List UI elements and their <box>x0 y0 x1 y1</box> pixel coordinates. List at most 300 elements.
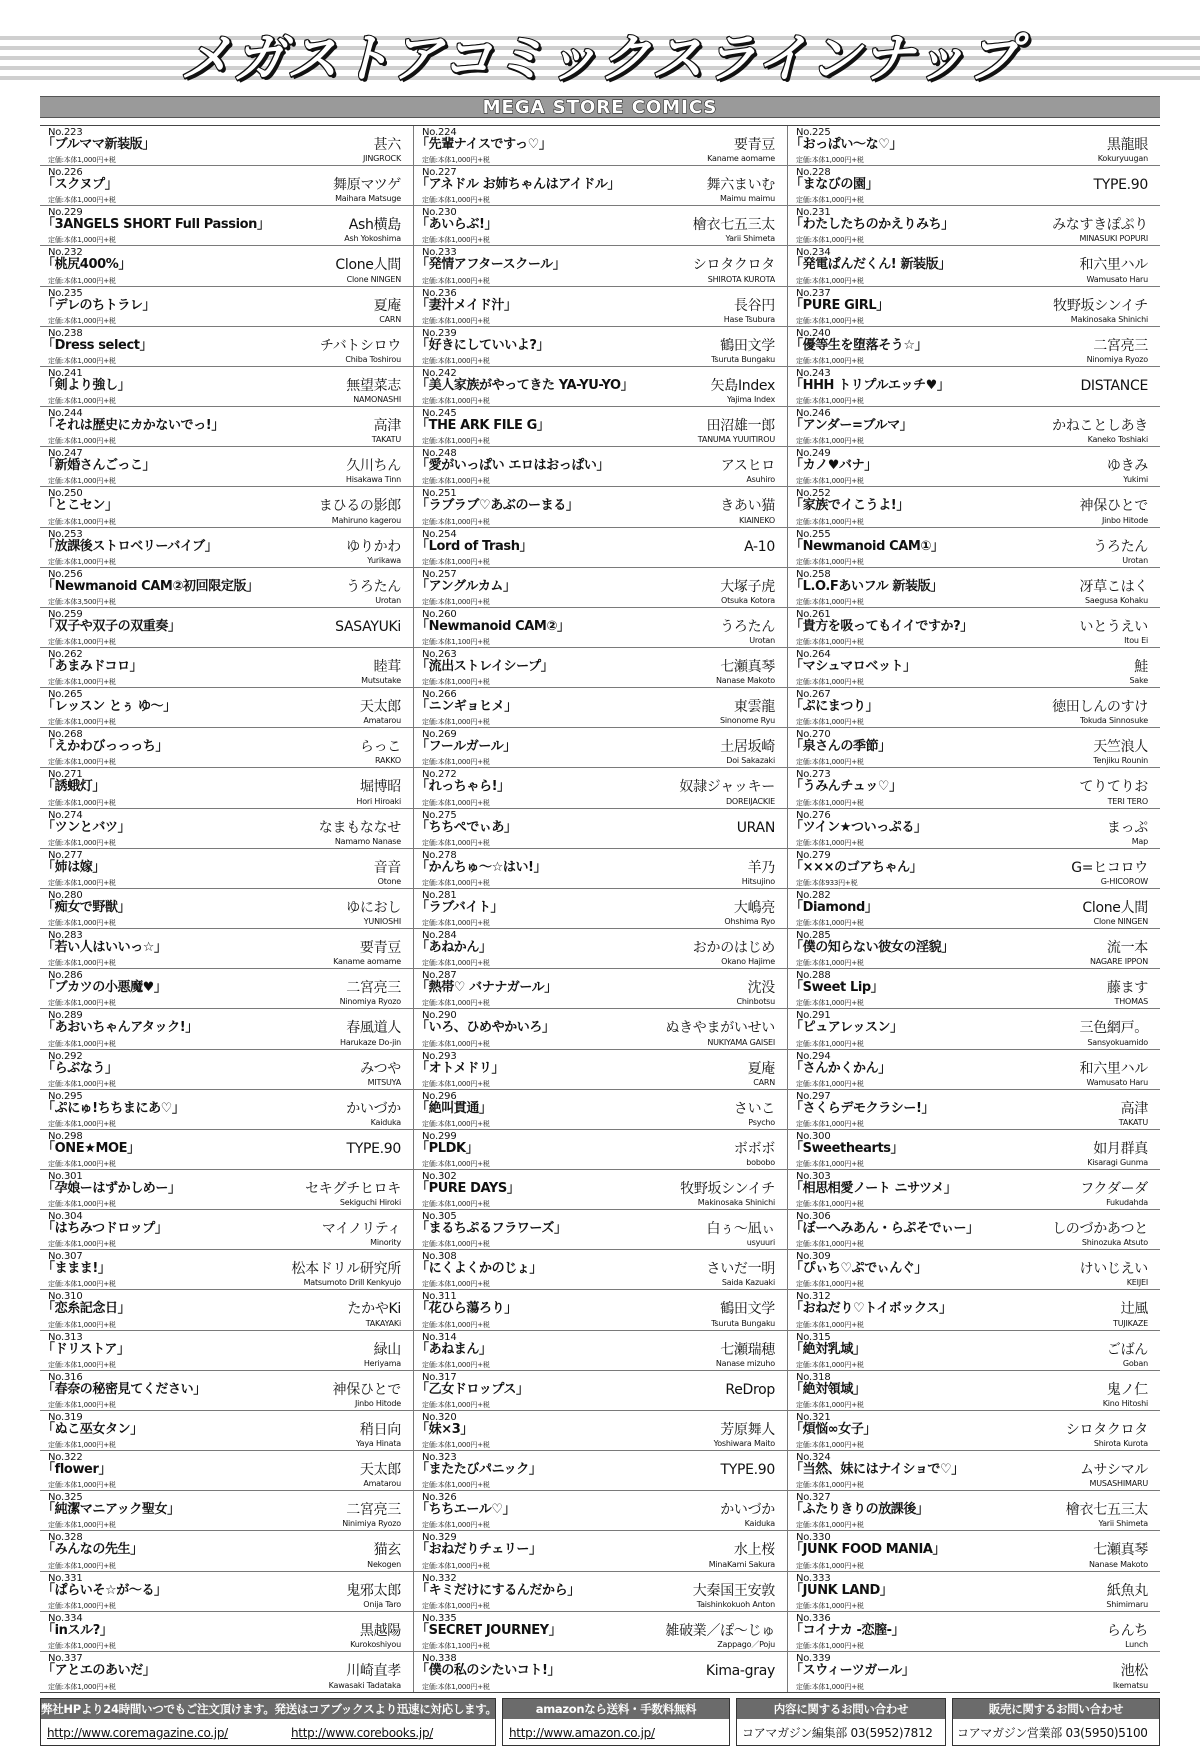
book-title: 「まるちぷるフラワーズ」 <box>416 1221 567 1237</box>
list-item <box>413 1652 787 1692</box>
issue-number: No.248 <box>422 448 457 460</box>
book-title: 「Lord of Trash」 <box>416 538 533 554</box>
book-price: 定価:本体1,000円+税 <box>796 1561 864 1570</box>
author-name: 大嶋亮 <box>733 899 775 916</box>
author-romaji: Mutsutake <box>361 676 401 686</box>
author-name: TYPE.90 <box>1093 177 1148 194</box>
issue-number: No.271 <box>48 769 83 781</box>
author-name: 土居坂崎 <box>720 739 775 756</box>
book-price: 定価:本体1,000円+税 <box>422 1119 490 1128</box>
book-title: 「貴方を吸ってもイイですか?」 <box>790 618 973 634</box>
author-name: 睦茸 <box>373 659 401 675</box>
author-romaji: Tokuda Sinnosuke <box>1079 716 1148 726</box>
book-price: 定価:本体1,100円+税 <box>422 1641 490 1650</box>
book-price: 定価:本体1,000円+税 <box>796 1601 864 1610</box>
author-romaji: Nanase Makoto <box>1089 1559 1148 1569</box>
book-price: 定価:本体1,000円+税 <box>422 356 490 365</box>
author-romaji: Zappago／Poju <box>717 1639 775 1649</box>
book-title: 「THE ARK FILE G」 <box>416 418 550 434</box>
book-price: 定価:本体1,000円+税 <box>48 236 116 245</box>
issue-number: No.291 <box>796 1010 831 1022</box>
book-title: 「またたびパニック」 <box>416 1462 542 1478</box>
book-price: 定価:本体1,000円+税 <box>422 1079 490 1088</box>
issue-number: No.279 <box>796 849 831 861</box>
issue-number: No.223 <box>48 127 83 138</box>
issue-number: No.253 <box>48 528 83 540</box>
list-item <box>40 126 413 166</box>
book-price: 定価:本体1,000円+税 <box>796 397 864 406</box>
book-price: 定価:本体1,000円+税 <box>796 557 864 566</box>
book-price: 定価:本体1,000円+税 <box>48 1119 116 1128</box>
list-item <box>787 1652 1160 1692</box>
author-name: 無望菜志 <box>346 377 401 394</box>
author-name: 東雲龍 <box>733 699 775 716</box>
book-price: 定価:本体1,000円+税 <box>48 196 116 205</box>
list-item <box>413 728 787 768</box>
author-name: 黒龍眼 <box>1106 137 1148 153</box>
book-title: 「Newmanoid CAM②」 <box>416 618 570 634</box>
issue-number: No.318 <box>796 1371 831 1383</box>
book-title: 「ぱらいそ☆が～る」 <box>42 1582 167 1598</box>
author-name: みつや <box>360 1060 401 1077</box>
book-price: 定価:本体1,000円+税 <box>48 156 116 165</box>
list-item <box>413 287 787 327</box>
author-name: たかやKi <box>347 1301 401 1318</box>
book-title: 「家族でイこうよ!」 <box>790 498 909 514</box>
author-name: Clone人間 <box>335 257 401 274</box>
book-title: 「僕の知らない彼女の淫貌」 <box>790 940 954 956</box>
book-title: 「乙女ドロップス」 <box>416 1381 529 1397</box>
issue-number: No.320 <box>422 1411 457 1423</box>
author-name: 池松 <box>1120 1662 1148 1679</box>
book-price: 定価:本体1,000円+税 <box>796 1240 864 1249</box>
book-price: 定価:本体1,000円+税 <box>48 356 116 365</box>
issue-number: No.280 <box>48 889 83 901</box>
book-price: 定価:本体1,000円+税 <box>796 638 864 646</box>
list-item <box>787 809 1160 849</box>
book-price: 定価:本体1,000円+税 <box>796 1400 864 1409</box>
list-item <box>787 1009 1160 1049</box>
issue-number: No.269 <box>422 729 457 741</box>
list-item <box>413 1451 787 1491</box>
author-romaji: Yukimi <box>1123 475 1148 485</box>
author-name: A-10 <box>744 538 775 555</box>
list-item <box>40 1009 413 1049</box>
book-price: 定価:本体1,000円+税 <box>422 196 490 205</box>
author-name: ボボボ <box>733 1140 775 1157</box>
author-name: ゆにおし <box>346 899 401 916</box>
list-item <box>413 166 787 206</box>
list-item <box>787 1491 1160 1531</box>
author-romaji: Chiba Toshirou <box>345 354 401 364</box>
issue-number: No.299 <box>422 1130 457 1142</box>
book-title: 「熱帯♡ バナナガール」 <box>416 980 557 996</box>
author-romaji: Sekiguchi Hiroki <box>339 1198 401 1208</box>
author-name: ゆりかわ <box>346 538 401 555</box>
book-price: 定価:本体1,000円+税 <box>796 1280 864 1289</box>
book-title: 「純潔マニアック聖女」 <box>42 1502 180 1518</box>
issue-number: No.324 <box>796 1452 831 1464</box>
book-price: 定価:本体1,000円+税 <box>48 1400 116 1409</box>
author-name: 夏庵 <box>747 1060 775 1077</box>
author-name: 二宮亮三 <box>346 1502 401 1519</box>
issue-number: No.301 <box>48 1171 83 1182</box>
author-romaji: Lunch <box>1125 1639 1148 1649</box>
book-price: 定価:本体1,000円+税 <box>422 838 490 847</box>
author-romaji: Kaname aomame <box>333 957 401 967</box>
book-price: 定価:本体1,000円+税 <box>48 1280 116 1289</box>
amazon-link[interactable]: http://www.amazon.co.jp/ <box>509 1726 655 1740</box>
author-name: ゆきみ <box>1106 458 1148 475</box>
author-romaji: Kino Hitoshi <box>1102 1398 1148 1408</box>
author-name: うろたん <box>346 578 401 595</box>
book-price: 定価:本体1,000円+税 <box>48 838 116 847</box>
author-romaji: CARN <box>753 1077 775 1087</box>
book-price: 定価:本体1,000円+税 <box>422 1441 490 1450</box>
author-romaji: RAKKO <box>374 756 401 766</box>
author-name: 二宮亮三 <box>346 980 401 997</box>
author-romaji: Kaneko Toshiaki <box>1087 435 1148 445</box>
book-price: 定価:本体1,000円+税 <box>796 959 864 968</box>
author-romaji: Chinbotsu <box>736 997 775 1007</box>
book-price: 定価:本体1,000円+税 <box>796 1039 864 1048</box>
author-romaji: NUKIYAMA GAISEI <box>707 1037 775 1047</box>
list-item <box>787 1170 1160 1210</box>
author-name: 鶴田文学 <box>720 1301 775 1318</box>
list-item <box>40 1050 413 1090</box>
list-item <box>787 1411 1160 1451</box>
list-item <box>787 688 1160 728</box>
list-item <box>413 1290 787 1330</box>
issue-number: No.307 <box>48 1251 83 1263</box>
list-item <box>40 1572 413 1612</box>
issue-number: No.310 <box>48 1291 83 1303</box>
corebooks-link[interactable]: http://www.corebooks.jp/ <box>291 1726 434 1740</box>
book-title: 「マシュマロベット」 <box>790 659 916 674</box>
book-title: 「好きにしていいよ?」 <box>416 337 550 353</box>
author-romaji: Kisaragi Gunma <box>1087 1158 1148 1167</box>
list-item <box>787 246 1160 286</box>
issue-number: No.322 <box>48 1452 83 1464</box>
book-price: 定価:本体1,000円+税 <box>422 1360 490 1369</box>
list-item <box>787 889 1160 929</box>
author-romaji: Jinbo Hitode <box>354 1398 401 1408</box>
issue-number: No.231 <box>796 207 831 219</box>
book-title: 「僕の私のシたいコト!」 <box>416 1662 561 1678</box>
book-title: 「桃尻400%」 <box>42 257 131 273</box>
list-item <box>413 1572 787 1612</box>
list-item <box>413 1009 787 1049</box>
author-name: うろたん <box>1093 538 1148 555</box>
list-item <box>787 1612 1160 1652</box>
book-price: 定価:本体1,000円+税 <box>796 838 864 847</box>
list-item <box>787 969 1160 1009</box>
issue-number: No.254 <box>422 528 457 540</box>
author-romaji: KIAINEKO <box>739 515 775 525</box>
issue-number: No.284 <box>422 930 457 942</box>
list-item <box>40 929 413 969</box>
author-name: てりてりお <box>1079 779 1148 796</box>
list-item <box>413 608 787 648</box>
author-name: 松本ドリル研究所 <box>291 1261 401 1278</box>
issue-number: No.305 <box>422 1211 457 1223</box>
book-price: 定価:本体1,000円+税 <box>422 236 490 245</box>
author-name: 矢島Index <box>710 377 775 394</box>
issue-number: No.325 <box>48 1492 83 1504</box>
book-price: 定価:本体1,000円+税 <box>796 919 864 928</box>
book-price: 定価:本体1,000円+税 <box>48 1641 116 1650</box>
issue-number: No.262 <box>48 649 83 660</box>
book-title: 「あねまん」 <box>416 1341 492 1357</box>
author-name: 天太郎 <box>359 699 401 716</box>
list-item <box>40 1210 413 1250</box>
author-name: きあい猫 <box>720 498 775 515</box>
author-romaji: TAKATU <box>1118 1117 1148 1127</box>
book-price: 定価:本体1,000円+税 <box>422 1561 490 1570</box>
content-inquiry-box <box>736 1698 946 1746</box>
issue-number: No.292 <box>48 1050 83 1062</box>
book-title: 「ピュアレッスン」 <box>790 1020 903 1036</box>
issue-number: No.334 <box>48 1612 83 1624</box>
author-name: 田沼雄一郎 <box>706 418 775 435</box>
book-price: 定価:本体1,000円+税 <box>48 678 116 687</box>
author-name: DISTANCE <box>1080 377 1148 394</box>
list-item <box>413 1050 787 1090</box>
author-name: 芳原舞人 <box>720 1421 775 1438</box>
author-name: 春風道人 <box>346 1020 401 1037</box>
author-name: 檜衣七五三太 <box>692 217 775 234</box>
author-romaji: MinaKami Sakura <box>708 1559 775 1569</box>
author-name: かいづか <box>346 1100 401 1117</box>
author-romaji: Urotan <box>1122 555 1148 565</box>
list-item <box>40 969 413 1009</box>
book-price: 定価:本体1,000円+税 <box>48 1039 116 1048</box>
issue-number: No.333 <box>796 1572 831 1584</box>
author-romaji: Hisakawa Tinn <box>345 475 401 485</box>
list-item <box>787 568 1160 608</box>
issue-number: No.244 <box>48 408 83 420</box>
content-inquiry-label: 内容に関するお問い合わせ <box>737 1699 945 1719</box>
book-title: 「アとエのあいだ」 <box>42 1662 156 1678</box>
book-title: 「PLDK」 <box>416 1140 479 1156</box>
issue-number: No.277 <box>48 849 83 861</box>
book-title: 「Sweet Lip」 <box>790 980 884 996</box>
issue-number: No.312 <box>796 1291 831 1303</box>
author-romaji: Fukudahda <box>1106 1198 1148 1208</box>
author-name: 大塚子虎 <box>720 578 775 595</box>
author-romaji: Asuhiro <box>746 475 775 485</box>
book-price: 定価:本体1,000円+税 <box>48 919 116 928</box>
author-name: 長谷円 <box>733 297 775 314</box>
issue-number: No.246 <box>796 408 831 420</box>
author-romaji: Shinozuka Atsuto <box>1081 1238 1148 1248</box>
book-title: 「スクヌプ」 <box>42 177 118 193</box>
author-romaji: TANUMA YUUITIROU <box>697 435 775 445</box>
book-title: 「ブルママ新装版」 <box>42 137 155 152</box>
book-title: 「L.O.Fあいフル 新装版」 <box>790 578 943 594</box>
issue-number: No.287 <box>422 970 457 982</box>
list-item <box>40 1090 413 1130</box>
author-name: 緑山 <box>373 1341 401 1358</box>
book-title: 「フールガール」 <box>416 739 516 755</box>
book-title: 「さんかくかん」 <box>790 1060 891 1076</box>
list-item <box>787 1050 1160 1090</box>
list-item <box>413 487 787 527</box>
sales-contact: コアマガジン営業部 03(5950)5100 <box>957 1726 1148 1740</box>
issue-number: No.257 <box>422 568 457 580</box>
author-romaji: Nekogen <box>367 1559 401 1569</box>
book-price: 定価:本体1,000円+税 <box>796 316 864 325</box>
author-romaji: Heriyama <box>363 1358 401 1368</box>
book-price: 定価:本体1,000円+税 <box>48 397 116 406</box>
issue-number: No.239 <box>422 327 457 339</box>
list-item <box>413 1250 787 1290</box>
issue-number: No.267 <box>796 689 831 701</box>
list-item <box>40 1652 413 1692</box>
book-title: 「妹×3」 <box>416 1421 473 1437</box>
book-title: 「優等生を堕落そう☆」 <box>790 337 928 353</box>
issue-number: No.233 <box>422 247 457 259</box>
author-name: 七瀬瑞穂 <box>720 1341 775 1358</box>
author-name: ごばん <box>1106 1341 1148 1358</box>
author-romaji: Clone NINGEN <box>1093 917 1148 927</box>
list-item <box>40 688 413 728</box>
book-price: 定価:本体1,000円+税 <box>422 316 490 325</box>
author-name: 藤ます <box>1106 980 1148 997</box>
issue-number: No.298 <box>48 1130 83 1142</box>
author-romaji: Makinosaka Shinichi <box>1070 314 1148 324</box>
list-item <box>413 1612 787 1652</box>
coremagazine-link[interactable]: http://www.coremagazine.co.jp/ <box>47 1726 228 1740</box>
author-name: さいこ <box>733 1100 775 1117</box>
book-title: 「相思相愛ノート ニサツメ」 <box>790 1181 957 1196</box>
list-item <box>787 728 1160 768</box>
book-price: 定価:本体1,000円+税 <box>796 156 864 165</box>
list-item <box>787 1130 1160 1170</box>
author-romaji: usyuuri <box>746 1238 775 1248</box>
book-price: 定価:本体1,000円+税 <box>796 798 864 807</box>
list-item <box>787 487 1160 527</box>
issue-number: No.286 <box>48 970 83 982</box>
book-title: 「レッスン とぅ ゆ～」 <box>42 699 176 715</box>
footer <box>40 1698 1160 1746</box>
book-title: 「美人家族がやってきた YA-YU-YO」 <box>416 377 634 393</box>
book-title: 「まなびの園」 <box>790 177 879 193</box>
author-romaji: Saegusa Kohaku <box>1084 595 1148 605</box>
author-romaji: Mahiruno kagerou <box>331 515 401 525</box>
book-title: 「アネドル お姉ちゃんはアイドル」 <box>416 177 621 193</box>
author-romaji: Sansyokuamido <box>1087 1037 1148 1047</box>
book-title: 「ふたりきりの放課後」 <box>790 1502 929 1518</box>
book-title: 「わたしたちのかえりみち」 <box>790 217 954 233</box>
book-title: 「発情アフタースクール」 <box>416 257 566 273</box>
book-price: 定価:本体1,000円+税 <box>422 1240 490 1249</box>
list-item <box>413 849 787 889</box>
list-item <box>40 768 413 808</box>
author-name: Clone人間 <box>1082 899 1148 916</box>
author-name: 舞原マツゲ <box>333 177 401 194</box>
author-romaji: Onija Taro <box>363 1599 401 1609</box>
book-title: 「あまみドコロ」 <box>42 659 143 674</box>
list-item <box>413 1411 787 1451</box>
book-price: 定価:本体1,000円+税 <box>422 1400 490 1409</box>
list-item <box>40 849 413 889</box>
issue-number: No.238 <box>48 327 83 339</box>
author-romaji: TAKATU <box>371 435 401 445</box>
book-title: 「キミだけにするんだから」 <box>416 1582 580 1598</box>
book-title: 「はちみつドロップ」 <box>42 1221 168 1237</box>
author-name: 神保ひとで <box>332 1381 401 1398</box>
author-romaji: Kaname aomame <box>707 154 775 164</box>
list-item <box>413 568 787 608</box>
author-name: ムサシマル <box>1080 1462 1148 1479</box>
issue-number: No.290 <box>422 1010 457 1022</box>
author-romaji: Itou Ei <box>1124 636 1148 645</box>
author-romaji: Sake <box>1129 676 1148 686</box>
list-item <box>40 1130 413 1170</box>
book-price: 定価:本体1,000円+税 <box>48 878 116 887</box>
author-name: 高津 <box>1120 1100 1148 1117</box>
issue-number: No.266 <box>422 689 457 701</box>
book-price: 定価:本体1,000円+税 <box>422 156 490 165</box>
author-name: 川崎直孝 <box>346 1662 401 1679</box>
list-item <box>413 1170 787 1210</box>
author-romaji: KEIJEI <box>1126 1278 1148 1288</box>
issue-number: No.303 <box>796 1171 831 1182</box>
book-title: 「ドリストア」 <box>42 1341 130 1357</box>
issue-number: No.236 <box>422 287 457 299</box>
book-price: 定価:本体1,000円+税 <box>422 437 490 446</box>
book-title: 「姉は嫁」 <box>42 859 106 875</box>
list-item <box>413 206 787 246</box>
list-item <box>40 447 413 487</box>
book-price: 定価:本体1,000円+税 <box>422 718 490 727</box>
book-title: 「双子や双子の双重奏」 <box>42 618 181 634</box>
book-title: 「ONE★MOE」 <box>42 1140 140 1156</box>
list-item <box>787 327 1160 367</box>
list-item <box>787 1371 1160 1411</box>
author-name: チバトシロウ <box>319 337 401 354</box>
author-name: 牧野坂シンイチ <box>1053 297 1148 314</box>
author-name: 猫玄 <box>373 1542 401 1559</box>
author-romaji: Goban <box>1122 1358 1148 1368</box>
issue-number: No.229 <box>48 207 83 219</box>
issue-number: No.289 <box>48 1010 83 1022</box>
book-price: 定価:本体1,000円+税 <box>422 798 490 807</box>
book-title: 「あおいちゃんアタック!」 <box>42 1020 198 1036</box>
issue-number: No.297 <box>796 1090 831 1102</box>
author-romaji: Yaya Hinata <box>356 1439 401 1449</box>
issue-number: No.339 <box>796 1652 831 1664</box>
sales-inquiry-label: 販売に関するお問い合わせ <box>953 1699 1159 1719</box>
author-name: ぬきやまがいせい <box>665 1020 775 1037</box>
list-item <box>40 1531 413 1571</box>
content-contact: コアマガジン編集部 03(5952)7812 <box>742 1726 933 1740</box>
book-price: 定価:本体1,000円+税 <box>422 1039 490 1048</box>
list-item <box>787 849 1160 889</box>
book-title: 「花ひら蕩ろり」 <box>416 1301 517 1317</box>
issue-number: No.255 <box>796 528 831 540</box>
issue-number: No.243 <box>796 367 831 379</box>
book-price: 定価:本体1,000円+税 <box>796 1119 864 1128</box>
book-title: 「カノ♥バナ」 <box>790 458 877 474</box>
book-price: 定価:本体1,000円+税 <box>48 557 116 566</box>
issue-number: No.249 <box>796 448 831 460</box>
author-name: シロタクロタ <box>1065 1421 1148 1438</box>
issue-number: No.225 <box>796 127 831 138</box>
book-price: 定価:本体1,000円+税 <box>796 517 864 526</box>
author-romaji: Shimimaru <box>1106 1599 1148 1609</box>
